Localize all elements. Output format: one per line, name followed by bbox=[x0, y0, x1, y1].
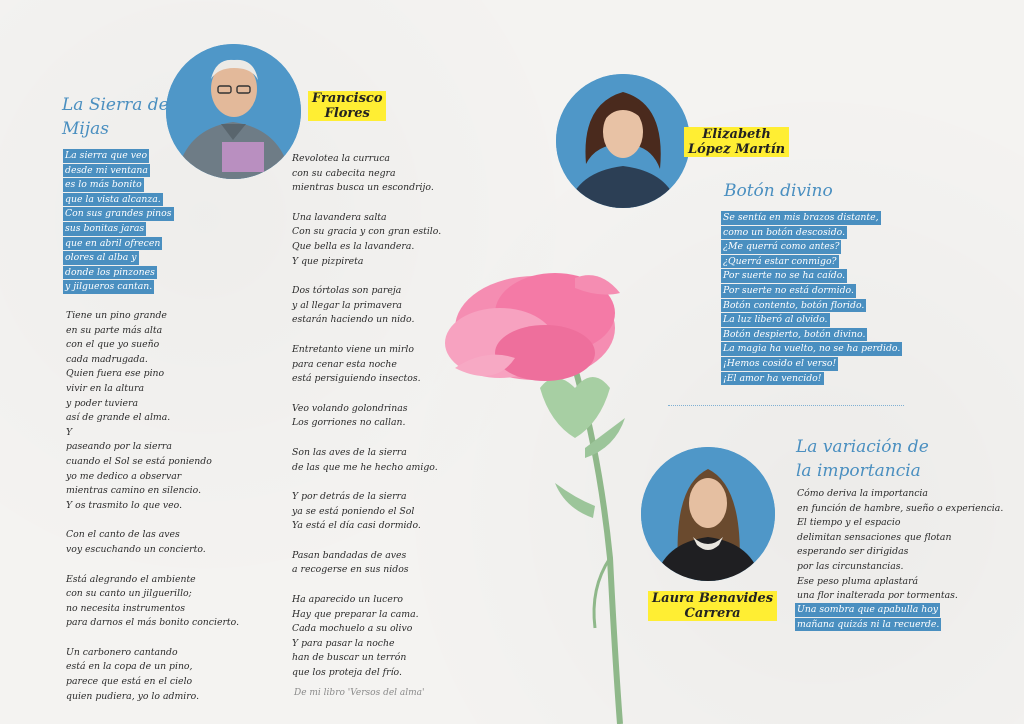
poem-title-la-variacion: La variación de la importancia bbox=[796, 437, 929, 481]
poem-line: Ya está el día casi dormido. bbox=[292, 520, 421, 532]
poem-line: Y por detrás de la sierra bbox=[292, 491, 407, 503]
poem-line: Con el canto de las aves bbox=[66, 529, 180, 541]
poem-line: con el que yo sueño bbox=[66, 339, 160, 351]
poem-line: Y bbox=[66, 426, 73, 438]
portrait-woman-icon bbox=[641, 447, 775, 581]
poem-line: paseando por la sierra bbox=[66, 441, 172, 453]
author-photo-elizabeth bbox=[556, 74, 690, 208]
poem-line: y poder tuviera bbox=[66, 397, 139, 409]
poem-line: La magia ha vuelto, no se ha perdido. bbox=[723, 343, 901, 355]
poem-line: cada madrugada. bbox=[66, 353, 148, 365]
poem-line: cuando el Sol se está poniendo bbox=[66, 455, 212, 467]
poem-line: Por suerte no se ha caído. bbox=[723, 270, 846, 282]
poem-line: estarán haciendo un nido. bbox=[292, 314, 415, 326]
poem2-highlighted-stanza bbox=[721, 211, 902, 386]
poem-line: Con sus grandes pinos bbox=[65, 208, 172, 220]
poem-line: mientras busca un escondrijo. bbox=[292, 182, 434, 194]
poem-line: El tiempo y el espacio bbox=[797, 517, 901, 529]
poem-line: Y que pizpireta bbox=[292, 255, 364, 267]
poem-line: Hay que preparar la cama. bbox=[292, 608, 419, 620]
poem-line: Dos tórtolas son pareja bbox=[292, 285, 402, 297]
poem3-stanza bbox=[797, 487, 1003, 604]
poem-line: ¡Hemos cosido el verso! bbox=[723, 357, 837, 369]
section-divider bbox=[668, 405, 904, 406]
poem-line: mañana quizás ni la recuerde. bbox=[797, 618, 940, 630]
poem-title-boton-divino: Botón divino bbox=[724, 181, 833, 201]
poem-line: ¿Me querrá como antes? bbox=[723, 241, 840, 253]
poem-line: donde los pinzones bbox=[65, 266, 155, 278]
poem-line: Con su gracia y con gran estilo. bbox=[292, 226, 442, 238]
poem-line: Botón contento, botón florido. bbox=[723, 299, 865, 311]
poem-line: Por suerte no está dormido. bbox=[723, 284, 854, 296]
poem-line: así de grande el alma. bbox=[66, 412, 171, 424]
poem-line: como un botón descosido. bbox=[723, 226, 846, 238]
poem-line: han de buscar un terrón bbox=[292, 652, 407, 664]
poem-line: Revolotea la curruca bbox=[292, 153, 390, 164]
poem-line: delimitan sensaciones que flotan bbox=[797, 531, 952, 543]
poem-line: es lo más bonito bbox=[65, 179, 142, 191]
poem-line: vivir en la altura bbox=[66, 382, 144, 394]
poem-line: Veo volando golondrinas bbox=[292, 402, 408, 414]
poem-title-la-sierra-de-mijas: La Sierra de Mijas bbox=[62, 95, 169, 139]
poem-line: olores al alba y bbox=[65, 252, 137, 264]
poem3-highlighted-stanza bbox=[795, 603, 941, 632]
poem-line: La luz liberó al olvido. bbox=[723, 314, 828, 326]
poem-line: Ha aparecido un lucero bbox=[292, 594, 403, 606]
poem-line: que la vista alcanza. bbox=[65, 193, 161, 205]
poem-line: para cenar esta noche bbox=[292, 358, 397, 370]
author-name-elizabeth: Elizabeth López Martín bbox=[684, 127, 789, 157]
poem1-column-left bbox=[66, 309, 239, 704]
poem-line: Ese peso pluma aplastará bbox=[797, 575, 919, 587]
author-name-laura: Laura Benavides Carrera bbox=[648, 591, 777, 621]
poem-line: con su canto un jilguerillo; bbox=[66, 588, 192, 600]
poem-line: está persiguiendo insectos. bbox=[292, 373, 421, 385]
poem-line: en función de hambre, sueño o experiencia. bbox=[797, 502, 1004, 514]
book-credit: De mi libro 'Versos del alma' bbox=[294, 688, 425, 698]
poem1-highlighted-stanza bbox=[63, 149, 174, 295]
poem-line: ya se está poniendo el Sol bbox=[292, 505, 415, 517]
poem-line: Que bella es la lavandera. bbox=[292, 240, 415, 252]
poem-line: Una sombra que apabulla hoy bbox=[797, 604, 939, 615]
poem-line: Una lavandera salta bbox=[292, 211, 387, 223]
poem-line: Los gorriones no callan. bbox=[292, 417, 406, 429]
poem-line: yo me dedico a observar bbox=[66, 470, 182, 482]
poem-line: quien pudiera, yo lo admiro. bbox=[66, 690, 200, 702]
poem-line: ¡El amor ha vencido! bbox=[723, 372, 822, 384]
poem-line: y jilgueros cantan. bbox=[65, 281, 153, 293]
poem-line: que en abril ofrecen bbox=[65, 237, 161, 249]
poem-line: está en la copa de un pino, bbox=[66, 661, 193, 673]
poem-line: Cómo deriva la importancia bbox=[797, 488, 928, 499]
poem-line: de las que me he hecho amigo. bbox=[292, 461, 438, 473]
portrait-woman-icon bbox=[556, 74, 690, 208]
poem-line: Y os trasmito lo que veo. bbox=[66, 499, 183, 511]
poem-line: Quien fuera ese pino bbox=[66, 368, 165, 380]
poem-line: Y para pasar la noche bbox=[292, 637, 395, 649]
poem-line: a recogerse en sus nidos bbox=[292, 564, 409, 576]
poem-line: Son las aves de la sierra bbox=[292, 446, 407, 458]
poem-line: parece que está en el cielo bbox=[66, 676, 193, 688]
author-photo-francisco bbox=[166, 44, 301, 179]
poem-line: ¿Querrá estar conmigo? bbox=[723, 255, 837, 267]
author-name-francisco: Francisco Flores bbox=[308, 91, 386, 121]
poem-line: por las circunstancias. bbox=[797, 560, 904, 572]
author-photo-laura bbox=[641, 447, 775, 581]
poem-line: Un carbonero cantando bbox=[66, 646, 178, 658]
poem-line: La sierra que veo bbox=[65, 150, 148, 161]
poem-line: con su cabecita negra bbox=[292, 167, 396, 179]
poem-line: no necesita instrumentos bbox=[66, 602, 186, 614]
poem-line: Cada mochuelo a su olivo bbox=[292, 623, 413, 635]
poem-line: voy escuchando un concierto. bbox=[66, 543, 206, 555]
poem-line: desde mi ventana bbox=[65, 164, 148, 176]
carnation-flower-icon bbox=[425, 258, 645, 724]
poem-line: una flor inalterada por tormentas. bbox=[797, 590, 958, 602]
poem-line: Pasan bandadas de aves bbox=[292, 549, 407, 561]
poem-line: Se sentía en mis brazos distante, bbox=[723, 212, 879, 223]
poem-line: esperando ser dirigidas bbox=[797, 546, 909, 558]
poem1-column-right bbox=[292, 152, 441, 681]
poem-line: Está alegrando el ambiente bbox=[66, 573, 196, 585]
poem-line: que los proteja del frío. bbox=[292, 667, 402, 679]
poem-line: sus bonitas jaras bbox=[65, 222, 145, 234]
poem-line: y al llegar la primavera bbox=[292, 299, 402, 311]
poem-line: para darnos el más bonito concierto. bbox=[66, 617, 240, 629]
poem-line: Entretanto viene un mirlo bbox=[292, 343, 414, 355]
portrait-man-icon bbox=[166, 44, 301, 179]
poem-line: en su parte más alta bbox=[66, 324, 163, 336]
poem-line: mientras camino en silencio. bbox=[66, 485, 202, 497]
poem-line: Botón despierto, botón divino. bbox=[723, 328, 866, 340]
poem-line: Tiene un pino grande bbox=[66, 310, 167, 321]
